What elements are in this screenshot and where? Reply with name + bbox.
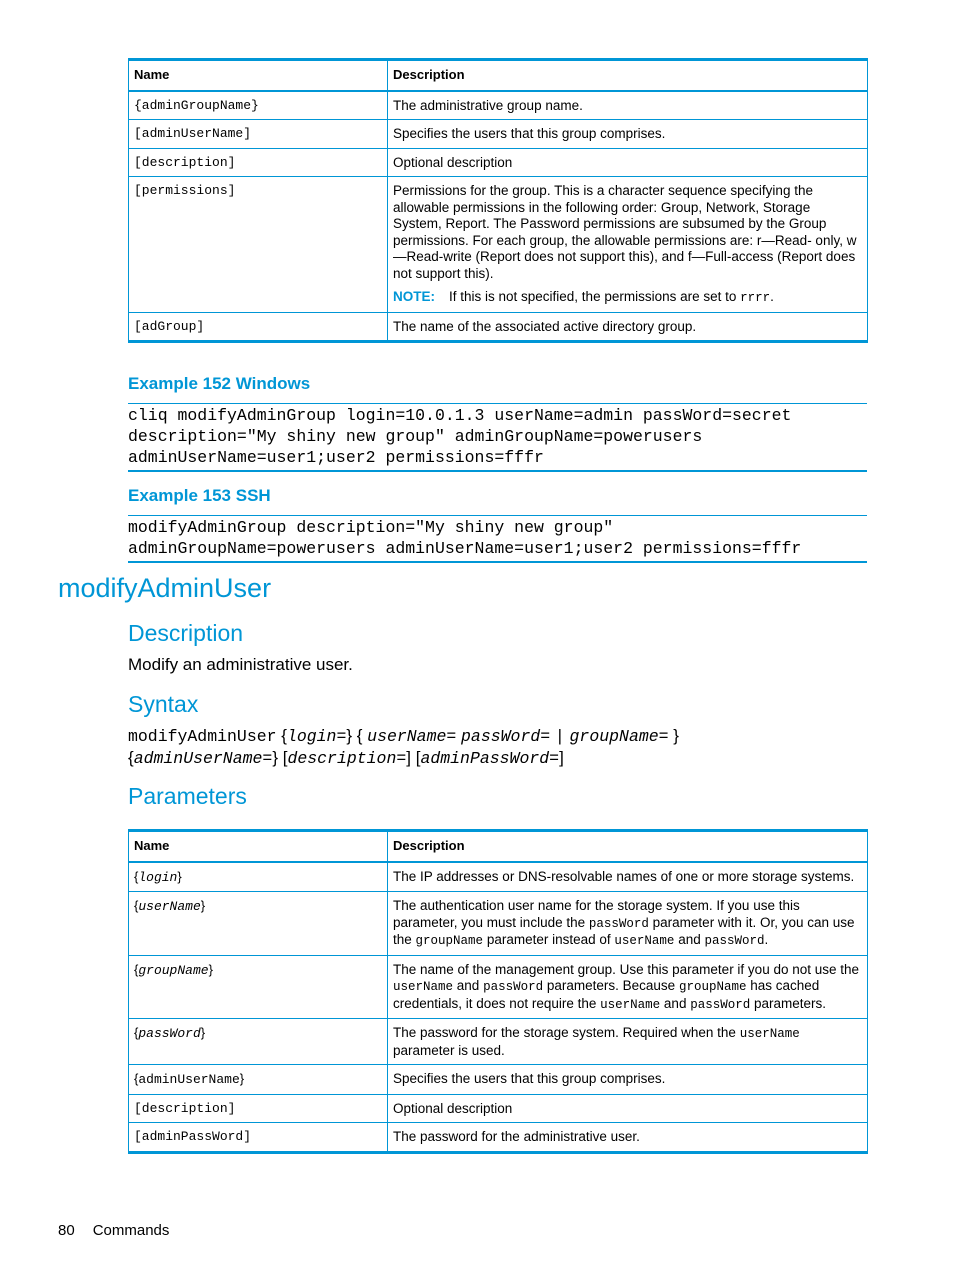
table-row bbox=[129, 91, 868, 120]
example-152-code: cliq modifyAdminGroup login=10.0.1.3 userName=admin passWord=secret description="My shiny new group" adminGroupName=powerusers adminUserName=user1;user2 permissions=fffr bbox=[128, 403, 867, 472]
syntax-pipe: | bbox=[554, 727, 565, 746]
syntax-adminpassword: adminPassWord= bbox=[420, 749, 560, 768]
param-description: Optional description bbox=[388, 1094, 868, 1123]
param-description: Specifies the users that this group comprises. bbox=[388, 120, 868, 149]
table-header-row bbox=[129, 831, 868, 862]
param-name: {login} bbox=[129, 862, 388, 892]
param-description: The IP addresses or DNS-resolvable names of one or more storage systems. bbox=[388, 862, 868, 892]
table-row bbox=[129, 1065, 868, 1095]
param-description: The administrative group name. bbox=[388, 91, 868, 120]
table-row bbox=[129, 120, 868, 149]
param-description: The password for the administrative user. bbox=[388, 1123, 868, 1153]
syntax-username: userName= bbox=[367, 727, 457, 746]
section-title: modifyAdminUser bbox=[58, 573, 272, 603]
table-row bbox=[129, 1123, 868, 1153]
table-row bbox=[129, 148, 868, 177]
column-header-description: Description bbox=[388, 831, 868, 862]
param-name: {userName} bbox=[129, 892, 388, 956]
param-name: [description] bbox=[129, 1094, 388, 1123]
param-description: Specifies the users that this group comprises. bbox=[388, 1065, 868, 1095]
param-name: [adGroup] bbox=[129, 312, 388, 342]
permissions-description-text: Permissions for the group. This is a character sequence specifying the allowable permissions in the following order: Group, Network, Storage System, Report. The Password permissions are subsumed by the Group permissions. For each group, the allowable permissions are: r—Read- only, w—Read-write (Report does not support this), and f—Full-access (Report does not support this). bbox=[393, 183, 857, 281]
param-name: [description] bbox=[129, 148, 388, 177]
param-description: The name of the management group. Use this parameter if you do not use the userName and passWord parameters. Because groupName has cached credentials, it does not require the userName and passWord parameters. bbox=[388, 955, 868, 1019]
param-name: [permissions] bbox=[129, 177, 388, 313]
description-text: Modify an administrative user. bbox=[128, 655, 353, 674]
example-152-title: Example 152 Windows bbox=[128, 374, 311, 393]
admin-group-params-table bbox=[128, 58, 868, 343]
note-label: NOTE: bbox=[393, 289, 435, 304]
table-row bbox=[129, 1094, 868, 1123]
table-row bbox=[129, 177, 868, 313]
note-end: . bbox=[770, 289, 774, 304]
table-row bbox=[129, 862, 868, 892]
table-row bbox=[129, 312, 868, 342]
syntax-line-1: modifyAdminUser {login=} { userName= passWord= | groupName= } bbox=[128, 726, 679, 746]
syntax-login: login= bbox=[286, 727, 347, 746]
syntax-block bbox=[128, 725, 679, 769]
description-heading: Description bbox=[128, 620, 244, 646]
note-code: rrrr bbox=[740, 291, 771, 305]
column-header-name: Name bbox=[129, 831, 388, 862]
parameters-table bbox=[128, 829, 868, 1154]
param-name: {passWord} bbox=[129, 1019, 388, 1065]
param-description: The password for the storage system. Required when the userName parameter is used. bbox=[388, 1019, 868, 1065]
page-footer bbox=[58, 1222, 169, 1239]
param-name: [adminUserName] bbox=[129, 120, 388, 149]
example-153-code: modifyAdminGroup description="My shiny new group" adminGroupName=powerusers adminUserName=user1;user2 permissions=fffr bbox=[128, 515, 867, 563]
param-description: The name of the associated active directory group. bbox=[388, 312, 868, 342]
param-description: The authentication user name for the storage system. If you use this parameter, you must include the passWord parameter with it. Or, you can use the groupName parameter instead of userName and passWord. bbox=[388, 892, 868, 956]
param-description: Optional description bbox=[388, 148, 868, 177]
syntax-password: passWord= bbox=[461, 727, 551, 746]
table-row bbox=[129, 955, 868, 1019]
syntax-heading: Syntax bbox=[128, 691, 199, 717]
table-header-row bbox=[129, 60, 868, 91]
table-row bbox=[129, 1019, 868, 1065]
note bbox=[393, 289, 862, 307]
param-name: {groupName} bbox=[129, 955, 388, 1019]
table-row bbox=[129, 892, 868, 956]
footer-section: Commands bbox=[92, 1222, 170, 1239]
page-number: 80 bbox=[58, 1222, 75, 1239]
parameters-heading: Parameters bbox=[128, 783, 247, 809]
syntax-line-2: {adminUserName=} [description=] [adminPassWord=] bbox=[128, 748, 564, 768]
param-name: {adminGroupName} bbox=[129, 91, 388, 120]
syntax-adminusername: adminUserName= bbox=[133, 749, 273, 768]
column-header-description: Description bbox=[388, 60, 868, 91]
note-text: If this is not specified, the permissions are set to bbox=[449, 289, 737, 304]
column-header-name: Name bbox=[129, 60, 388, 91]
param-name: {adminUserName} bbox=[129, 1065, 388, 1095]
syntax-command: modifyAdminUser bbox=[128, 727, 277, 746]
syntax-groupname: groupName= bbox=[569, 727, 669, 746]
example-153-title: Example 153 SSH bbox=[128, 486, 271, 505]
param-name: [adminPassWord] bbox=[129, 1123, 388, 1153]
param-description bbox=[388, 177, 868, 313]
syntax-description: description= bbox=[287, 749, 407, 768]
